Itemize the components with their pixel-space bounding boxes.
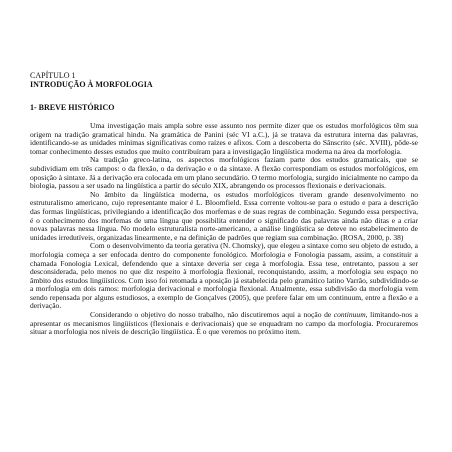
- paragraph-5-end: , limitando-nos a apresentar os mecanismos lingüísticos (flexionais e derivacionais) que se enquadram no campo da morfologia. Procuraremos situar a morfologia nos níveis de descrição lingüística. É o que veremos no próximo item.: [30, 310, 418, 337]
- paragraph-5-term: continuum: [333, 310, 366, 320]
- chapter-header: [30, 71, 418, 89]
- paragraph-1: Uma investigação mais ampla sobre esse assunto nos permite dizer que os estudos morfológicos têm sua origem na tradição gramatical hindu. Na gramática de Panini (séc VI a.C.), já se tratava da estrutura interna das palavras, identificando-se as unidades mínimas significativas como raízes e afixos. Com a descoberta do Sânscrito (séc. XVIII), pôde-se tomar conhecimento desses estudos que muito contribuíram para a investigação lingüística moderna na área da morfologia.: [30, 121, 418, 156]
- document-page: [30, 71, 418, 337]
- paragraph-2: Na tradição greco-latina, os aspectos morfológicos faziam parte dos estudos gramaticais, que se subdividiam em três campos: o da flexão, o da derivação e o da sintaxe. A flexão correspondiam os estudos morfológicos, em oposição à sintaxe. Já a derivação era colocada em um plano secundário. O termo morfologia, surgido inicialmente no campo da biologia, passou a ser usado na lingüística a partir do século XIX, abrangendo os processos flexionais e derivacionais.: [30, 155, 418, 191]
- section-heading: 1- BREVE HISTÓRICO: [30, 103, 115, 112]
- paragraph-5: [30, 311, 418, 337]
- chapter-label: CAPÍTULO 1: [30, 71, 76, 80]
- paragraph-4: Com o desenvolvimento da teoria gerativa (N. Chomsky), que elegeu a sintaxe como seu objeto de estudo, a morfologia começa a ser enfocada dentro do componente fonológico. Morfologia e Fonologia passam, assim, a constituir a chamada Fonologia Lexical, defendendo que a sintaxe deveria ser cega à morfologia. Essa tese, entretanto, passou a ser desconsiderada, pelo menos no que diz respeito à morfologia flexional, reconquistando, assim, a morfologia seu espaço no âmbito dos estudos lingüísticos. Com isso foi retomada a oposição já estabelecida pelo gramático latino Varrão, subdividindo-se a morfologia em dois ramos: morfologia derivacional e morfologia flexional. Atualmente, essa subdivisão da morfologia vem sendo repensada por alguns estudiosos, a exemplo de Gonçalves (2005), que prefere falar em um continuum, entre a flexão e a derivação.: [30, 241, 418, 311]
- paragraph-5-start: Considerando o objetivo do nosso trabalho, não discutiremos aqui a noção de: [90, 310, 334, 320]
- paragraph-3: No âmbito da lingüística moderna, os estudos morfológicos tiveram grande desenvolvimento no estruturalismo americano, cujo representante maior é L. Bloomfield. Essa corrente voltou-se para o estudo e para a descrição das formas lingüísticas, privilegiando a identificação dos morfemas e de suas regras de combinação. Segundo essa perspectiva, é o conhecimento dos morfemas de uma língua que possibilita entender o significado das palavras ainda não ditas e a criar novas palavras nessa língua. No modelo estruturalista norte-americano, a análise lingüística se deteve no estabelecimento de unidades irredutíveis, organizadas linearmente, e na definição de padrões que regiam sua combinação. (ROSA, 2000, p. 38): [30, 189, 418, 242]
- chapter-title: INTRODUÇÃO À MORFOLOGIA: [30, 80, 153, 89]
